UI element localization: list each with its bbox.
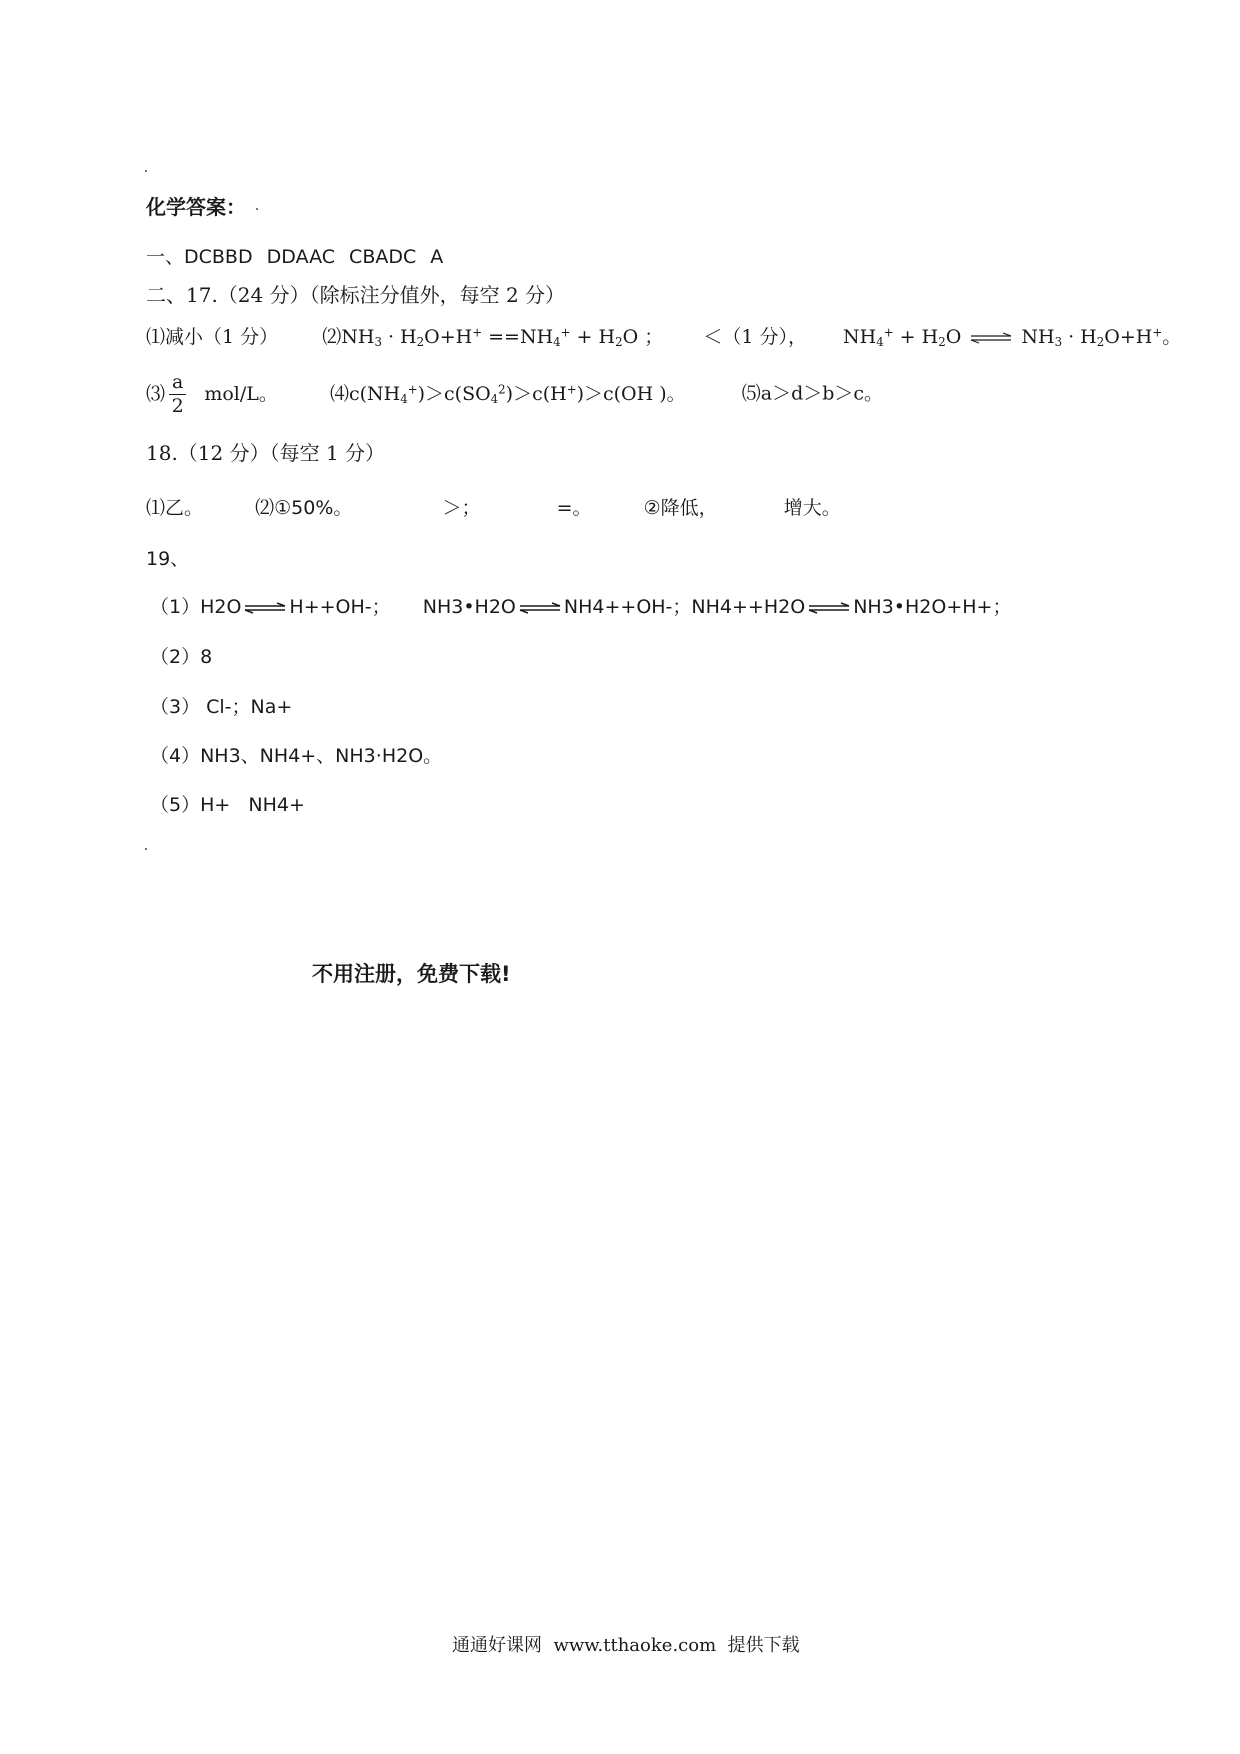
q19-item-1: （1）H2O H++OH-； NH3•H2O NH4++OH-；NH4++H2O NH3•H2O+H+；	[150, 596, 1012, 618]
q17-hydrolysis-equation: $NH_4^+ + H_2O$ $NH_3 \cdot H_2O+H^+$。	[843, 325, 1182, 349]
promo-text: 不用注册，免费下载!	[312, 962, 511, 986]
equilibrium-arrow-icon	[518, 602, 562, 614]
equilibrium-arrow-icon	[807, 602, 851, 614]
fraction: $\frac{a}{2}$	[169, 373, 186, 416]
q18-2-1: ⑵①50%。	[255, 497, 353, 519]
stray-mark	[145, 848, 147, 850]
q19-item-2: （2）8	[150, 646, 213, 668]
q18-equal: =。	[556, 497, 592, 519]
q17-4-concentration-order: $⑷c(NH_4^+)>c(SO_4^2)>c(H^+)>c(OH$ )。	[330, 382, 686, 406]
footer-text: 通通好课网 www.tthaoke.com 提供下载	[452, 1635, 800, 1656]
q18-1: ⑴乙。	[146, 497, 204, 519]
q19-item-4: （4）NH3、NH4+、NH3·H2O。	[150, 745, 443, 767]
stray-mark	[256, 208, 258, 210]
q17-1: ⑴减小（1 分）	[146, 326, 279, 348]
answers-heading: 化学答案：	[146, 195, 246, 219]
q17-line-1	[146, 322, 1181, 349]
q17-2-equation: $⑵NH_3 \cdot H_2O+H^+ ==NH_4^+ + H_2O$ ；	[322, 325, 664, 349]
q17-line-2	[146, 373, 883, 416]
q18-greater: ＞；	[442, 497, 481, 519]
q17-title: 二、17.（24 分）（除标注分值外，每空 2 分）	[146, 283, 566, 307]
q18-answers	[146, 493, 841, 520]
stray-mark	[145, 170, 147, 172]
equilibrium-arrow-icon	[243, 602, 287, 614]
multiple-choice-answers: 一、DCBBD DDAAC CBADC A	[146, 246, 444, 268]
q18-2-2: ②降低，	[643, 497, 718, 519]
q19-item-5: （5）H+ NH4+	[150, 794, 305, 816]
q19-item-3: （3） Cl-；Na+	[150, 696, 293, 718]
q18-title: 18.（12 分）（每空 1 分）	[146, 441, 386, 465]
q17-3: ⑶ $\frac{a}{2}$ mol/L。	[146, 371, 278, 417]
q17-5: ⑸a＞d＞b＞c。	[741, 382, 884, 405]
q19-title: 19、	[146, 548, 190, 570]
q17-comparison: ＜（1 分），	[703, 326, 807, 348]
q18-increase: 增大。	[783, 497, 841, 519]
equilibrium-arrow-icon	[969, 332, 1013, 344]
